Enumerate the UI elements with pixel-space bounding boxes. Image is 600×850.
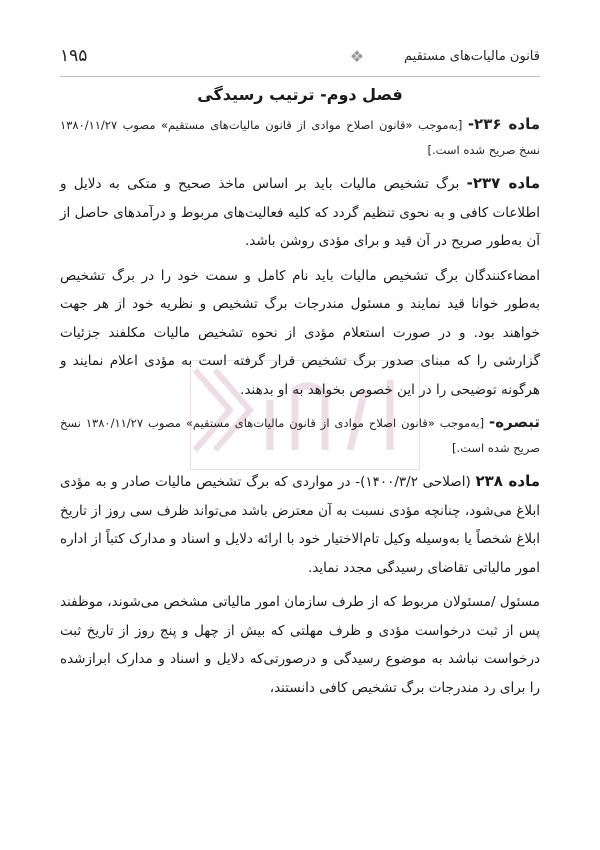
note-text: [به‌موجب «قانون اصلاح موادی از قانون مالیات‌های مستقیم» مصوب ۱۳۸۰/۱۱/۲۷ نسخ صریح شده است.] xyxy=(60,416,540,455)
ornament-icon: ❖ xyxy=(349,46,365,66)
article-text: برگ تشخیص مالیات باید بر اساس ماخذ صحیح و متکی به دلایل و اطلاعات کافی و به نحوی تنظیم گردد که کلیه فعالیت‌های مربوط و درآمدهای حاصل از آن به‌طور صریح در آن قید و برای مؤدی روشن باشد. xyxy=(60,176,540,249)
chapter-title: فصل دوم- ترتیب رسیدگی xyxy=(197,85,403,104)
article-label: ماده ۲۳۷- xyxy=(466,174,540,192)
running-title: قانون مالیات‌های مستقیم xyxy=(404,48,540,64)
article-236 xyxy=(60,112,540,163)
article-237-paragraph-2: امضاءکنندگان برگ تشخیص مالیات باید نام کامل و سمت خود را در برگ تشخیص به‌طور خوانا قید نمایند و مسئول مندرجات برگ تشخیص و نظریه خود از هر جهت خواهند بود. و در صورت استعلام مؤدی از نحوه تشخیص مالیات مکلفند جزئیات گزارشی را که مبنای صدور برگ تشخیص قرار گرفته است به مؤدی اعلام نمایند و هرگونه توضیحی را در این خصوص بخواهد به او بدهند. xyxy=(60,267,540,398)
article-text: [به‌موجب «قانون اصلاح موادی از قانون مالیات‌های مستقیم» مصوب ۱۳۸۰/۱۱/۲۷ نسخ صریح شده است.] xyxy=(60,118,540,157)
article-label: ماده ۲۳۸ xyxy=(475,472,541,490)
book-page xyxy=(60,40,540,702)
running-header xyxy=(60,40,540,72)
article-label: ماده ۲۳۶- xyxy=(467,115,540,133)
article-238 xyxy=(60,467,540,582)
article-237 xyxy=(60,169,540,256)
note-label: تبصره- xyxy=(489,413,540,431)
header-divider xyxy=(60,76,540,77)
article-238-paragraph-2: مسئول /مسئولان مربوط که از طرف سازمان امور مالیاتی مشخص می‌شوند، موظفند پس از ثبت درخواست مؤدی و ظرف مهلتی که بیش از چهل و پنج روز از تاریخ ثبت درخواست نباشد به موضوع رسیدگی و درصورتی‌که دلایل و اسناد و مدارک ابرازشده را برای رد مندرجات برگ تشخیص کافی دانستند، xyxy=(60,594,540,696)
page-number: ۱۹۵ xyxy=(60,46,88,66)
note xyxy=(60,410,540,461)
article-text: (اصلاحی ۱۴۰۰/۳/۲)- در مواردی که برگ تشخیص مالیات صادر و به مؤدی ابلاغ می‌شود، چنانچه مؤدی نسبت به آن معترض باشد می‌تواند ظرف سی روز از تاریخ ابلاغ شخصاً یا به‌وسیله وکیل تام‌الاختیار خود با ارائه دلایل و اسناد و مدارک کتباً از اداره امور مالیاتی تقاضای رسیدگی مجدد نماید. xyxy=(60,474,540,576)
